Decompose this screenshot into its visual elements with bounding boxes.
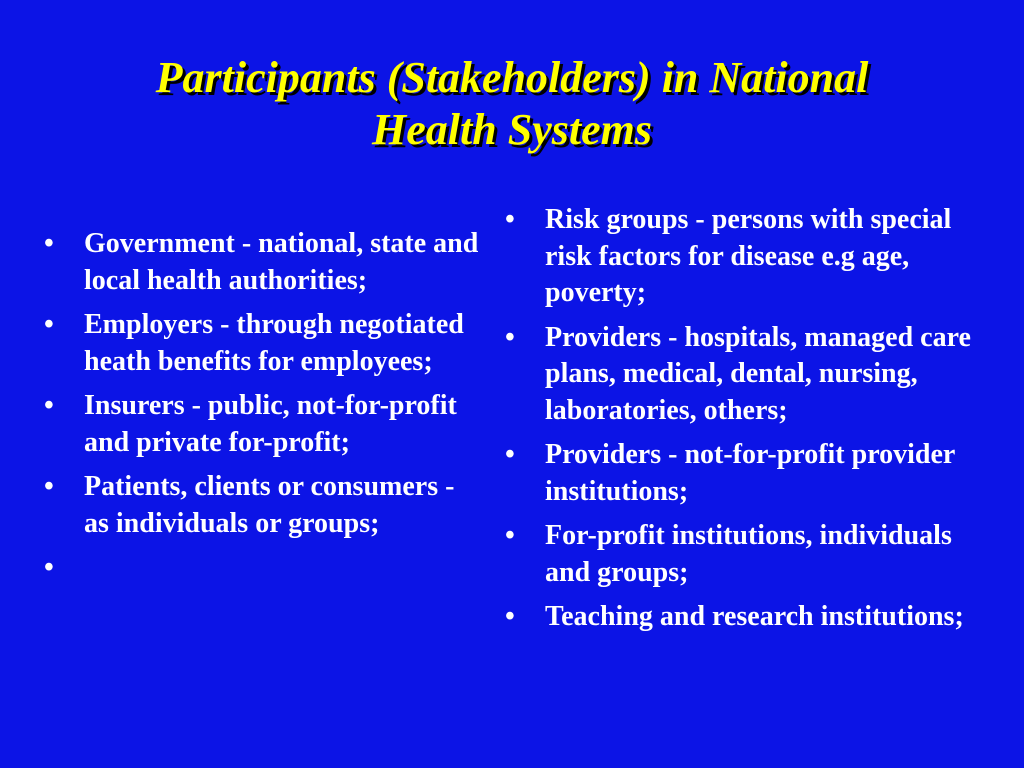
- list-item-text: Teaching and research institutions;: [545, 601, 964, 632]
- slide-title: [40, 52, 984, 156]
- list-item-text: Employers - through negotiated heath benefits for employees;: [84, 309, 464, 377]
- bullet-icon: •: [44, 390, 54, 421]
- list-item: [505, 437, 995, 510]
- bullet-icon: •: [44, 228, 54, 259]
- list-item-text: Insurers - public, not-for-profit and private for-profit;: [84, 390, 457, 458]
- list-item-text: Patients, clients or consumers - as individuals or groups;: [84, 471, 455, 539]
- slide-title-line-2: Health Systems: [372, 105, 652, 154]
- list-item: [44, 388, 484, 461]
- bullet-icon: •: [505, 204, 515, 235]
- right-bullet-list: [505, 202, 995, 644]
- bullet-icon: •: [44, 471, 54, 502]
- list-item-text: Providers - hospitals, managed care plans, medical, dental, nursing, laboratories, others;: [545, 321, 971, 426]
- bullet-icon: •: [44, 552, 54, 583]
- slide-title-line-1: Participants (Stakeholders) in National: [155, 53, 869, 102]
- list-item: [505, 320, 995, 430]
- left-bullet-list: [44, 226, 484, 583]
- bullet-icon: •: [505, 321, 515, 353]
- bullet-icon: •: [505, 439, 515, 470]
- list-item: [505, 518, 995, 591]
- list-item-text: Government - national, state and local health authorities;: [84, 228, 479, 296]
- list-item: [505, 202, 995, 312]
- bullet-icon: •: [505, 520, 515, 551]
- list-item: [44, 226, 484, 299]
- bullet-icon: •: [505, 601, 515, 632]
- list-item-text: For-profit institutions, individuals and groups;: [545, 520, 952, 588]
- list-item: [44, 307, 484, 380]
- bullet-icon: •: [44, 309, 54, 340]
- list-item: [505, 599, 995, 636]
- list-item: [44, 469, 484, 542]
- list-item-text: Risk groups - persons with special risk factors for disease e.g age, poverty;: [545, 204, 952, 308]
- list-item-text: Providers - not-for-profit provider institutions;: [545, 439, 955, 507]
